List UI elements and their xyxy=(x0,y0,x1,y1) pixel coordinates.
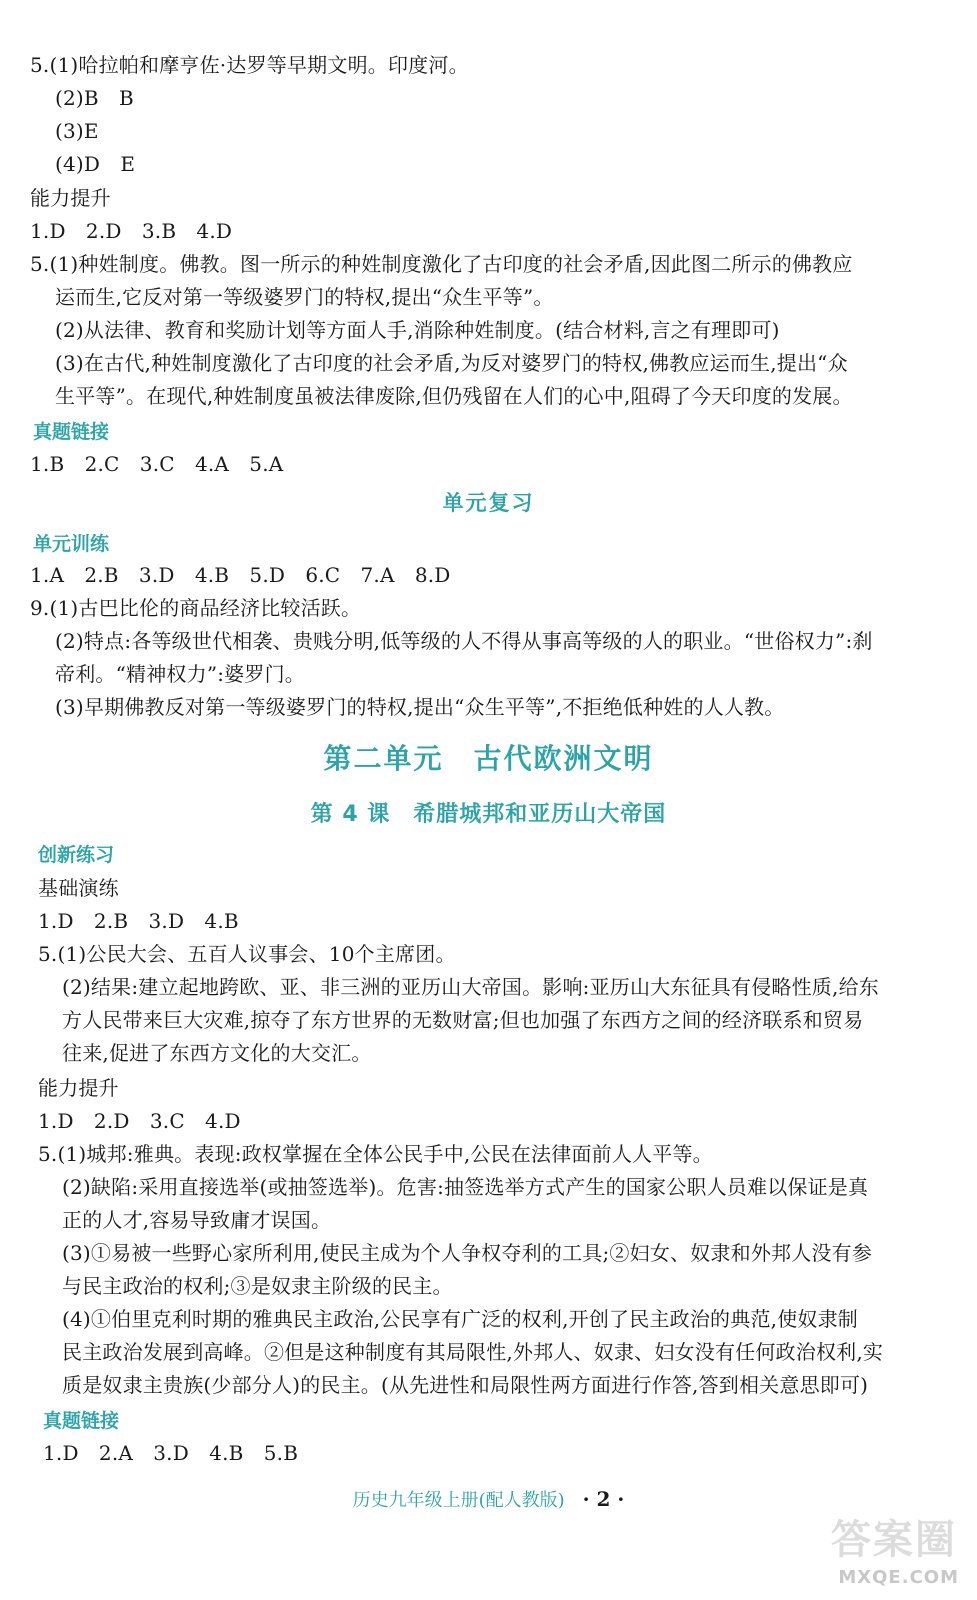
answer-line: 帝利。“精神权力”:婆罗门。 xyxy=(55,662,305,686)
answer-line: 与民主政治的权利;③是奴隶主阶级的民主。 xyxy=(62,1274,453,1298)
answer-line: 5.(1)种姓制度。佛教。图一所示的种姓制度激化了古印度的社会矛盾,因此图二所示的佛教应 xyxy=(30,252,853,276)
answer-line: 5.(1)公民大会、五百人议事会、10个主席团。 xyxy=(38,942,456,966)
answer-line: (2)从法律、教育和奖励计划等方面人手,消除种姓制度。(结合材料,言之有理即可) xyxy=(55,318,780,342)
section-heading-zhenti: 真题链接 xyxy=(33,421,110,443)
section-subheading: 能力提升 xyxy=(30,186,111,210)
book-title: 历史九年级上册(配人教版) xyxy=(352,1490,565,1511)
answer-line: (2)B B xyxy=(55,86,134,110)
unit-title: 第二单元 古代欧洲文明 xyxy=(323,742,654,775)
answer-line: (3)在古代,种姓制度激化了古印度的社会矛盾,为反对婆罗门的特权,佛教应运而生,提出“众 xyxy=(55,351,848,375)
watermark xyxy=(789,1508,959,1592)
answer-line: 质是奴隶主贵族(少部分人)的民主。(从先进性和局限性两方面进行作答,答到相关意思即可) xyxy=(62,1373,869,1397)
answer-line: 5.(1)哈拉帕和摩亨佐·达罗等早期文明。印度河。 xyxy=(30,53,469,77)
watermark-logo: 答案圈 xyxy=(831,1517,957,1563)
section-heading-unit-training: 单元训练 xyxy=(33,533,110,555)
answer-line: (4)①伯里克利时期的雅典民主政治,公民享有广泛的权利,开创了民主政治的典范,使奴隶制 xyxy=(62,1307,859,1331)
answer-line: (3)①易被一些野心家所利用,使民主成为个人争权夺利的工具;②妇女、奴隶和外邦人没有参 xyxy=(62,1241,873,1265)
answer-line: 5.(1)城邦:雅典。表现:政权掌握在全体公民手中,公民在法律面前人人平等。 xyxy=(38,1142,713,1166)
answer-line: 往来,促进了东西方文化的大交汇。 xyxy=(62,1041,372,1065)
answer-line: 正的人才,容易导致庸才误国。 xyxy=(62,1208,332,1232)
section-heading-chuangxin: 创新练习 xyxy=(38,844,115,866)
answer-line: 1.D 2.D 3.B 4.D xyxy=(30,219,233,243)
answer-line: 9.(1)古巴比伦的商品经济比较活跃。 xyxy=(30,596,362,620)
answer-line: (2)特点:各等级世代相袭、贵贱分明,低等级的人不得从事高等级的人的职业。“世俗权力”:刹 xyxy=(55,629,873,653)
section-subheading: 基础演练 xyxy=(38,876,119,900)
answer-line: (3)早期佛教反对第一等级婆罗门的特权,提出“众生平等”,不拒绝低种姓的人人教。 xyxy=(55,695,785,719)
answer-line: 1.D 2.A 3.D 4.B 5.B xyxy=(43,1441,299,1465)
answer-line: 1.D 2.B 3.D 4.B xyxy=(38,909,239,933)
answer-line: 运而生,它反对第一等级婆罗门的特权,提出“众生平等”。 xyxy=(55,285,554,309)
answer-line: 生平等”。在现代,种姓制度虽被法律废除,但仍残留在人们的心中,阻碍了今天印度的发展。 xyxy=(55,384,853,408)
answer-line: (3)E xyxy=(55,119,99,143)
answer-line: 1.D 2.D 3.C 4.D xyxy=(38,1109,241,1133)
answer-line: 1.A 2.B 3.D 4.B 5.D 6.C 7.A 8.D xyxy=(30,563,451,587)
section-heading-zhenti: 真题链接 xyxy=(43,1410,120,1432)
page-number: · 2 · xyxy=(582,1487,625,1511)
answer-line: 方人民带来巨大灾难,掠夺了东方世界的无数财富;但也加强了东西方之间的经济联系和贸易 xyxy=(62,1008,864,1032)
answer-line: 民主政治发展到高峰。②但是这种制度有其局限性,外邦人、奴隶、妇女没有任何政治权利,实 xyxy=(62,1340,884,1364)
answer-line: (2)结果:建立起地跨欧、亚、非三洲的亚历山大帝国。影响:亚历山大东征具有侵略性质,给东 xyxy=(62,975,879,999)
unit-review-title: 单元复习 xyxy=(442,491,535,515)
lesson-title: 第 4 课 希腊城邦和亚历山大帝国 xyxy=(310,802,667,827)
watermark-site: MXQE.COM xyxy=(838,1567,959,1588)
answer-line: (4)D E xyxy=(55,152,136,176)
section-subheading: 能力提升 xyxy=(38,1076,119,1100)
answer-line: 1.B 2.C 3.C 4.A 5.A xyxy=(30,452,284,476)
answer-line: (2)缺陷:采用直接选举(或抽签选举)。危害:抽签选举方式产生的国家公职人员难以保证是真 xyxy=(62,1175,869,1199)
